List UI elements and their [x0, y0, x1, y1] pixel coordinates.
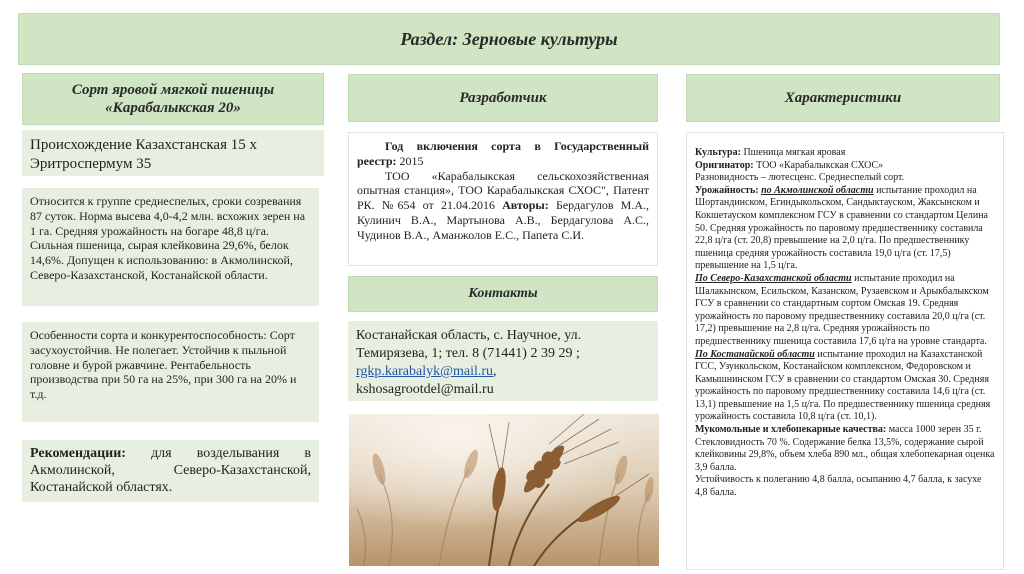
kostanay-label: По Костанайской области [695, 348, 815, 360]
kostanay-text: испытание проходил на Казахстанской ГСС, Узункольском, Костанайском комплексном, Федоровском и Камышнинском ГСУ в сравнении со стандартом Омская 30. Средняя урожайность по паровому предшественнику составила 14,6 ц/га (ст. 13,1) превышение на 1,5 ц/га. По предшественнику пшеница средняя урожайность составила 10,8 ц/га (ст. 10,1). [695, 348, 991, 423]
developer-panel [348, 132, 658, 266]
developer-org-text: ТОО «Карабалыкская сельскохозяйственная опытная станция», ТОО Карабалыкская СХОС", Патент РК. №654 от 21.04.2016 [357, 168, 649, 213]
section-title: Раздел: Зерновые культуры [400, 28, 618, 49]
milling-text: масса 1000 зерен 35 г. Стекловидность 70 %. Содержание белка 13,5%, содержание сырой клейковины 29,8%, объем хлеба 890 мл., общая хлебопекарная оценка 3,9 балла. [695, 424, 995, 473]
variety-title-line2: «Карабалыкская 20» [105, 100, 241, 116]
akmola-label: по Акмолинской области [761, 184, 874, 196]
variety-title-line1: Сорт яровой мягкой пшеницы [71, 82, 275, 98]
characteristics-header [686, 74, 1000, 122]
registry-year-label: Год включения сорта в Государственный реестр: [357, 139, 649, 168]
email-separator: , [493, 364, 497, 379]
origin-text: Происхождение Казахстанская 15 х Эритроспермум 35 [30, 137, 257, 172]
resistance-text: Устойчивость к полеганию 4,8 балла, осыпанию 4,7 балла, к засухе 4,8 балла. [695, 474, 982, 499]
characteristics-title: Характеристики [784, 90, 902, 106]
characteristics-panel [686, 132, 1004, 570]
originator-label: Оригинатор: [695, 159, 754, 171]
variety-header [22, 73, 324, 125]
recommendations-panel [22, 440, 319, 502]
developer-header [348, 74, 658, 122]
contacts-header [348, 276, 658, 312]
registry-year-value: 2015 [396, 153, 424, 168]
email-link-1[interactable]: rgkp.karabalyk@mail.ru [356, 364, 494, 379]
description-text: Относится к группе среднеспелых, сроки созревания 87 суток. Норма высева 4,0-4,2 млн. всхожих зерен на 1 га. Средняя урожайность на богаре 48,8 ц/га. Сильная пшеница, сырая клейковина 29,6%, белок 14,6%. Допущен к использованию: в Акмолинской, Северо-Казахстанской, Костанайской области. [30, 194, 306, 282]
email-2: kshosagrootdel@mail.ru [356, 382, 494, 397]
originator-value: ТОО «Карабалыкская СХОС» [753, 159, 884, 171]
subspecies-text: Разновидность – лютесценс. Среднеспелый сорт. [695, 172, 905, 184]
akmola-text: испытание проходил на Шортандинском, Егиндыкольском, Сандыктауском, Жаксынском и Кокшетауском комплексном ГСУ в сравнении со стандартом Целина 50. Средняя урожайность по паровому предшественнику составила 22,8 ц/га (ст. 20,8) превышение на 2,0 ц/га. По предшественнику пшеница средняя урожайность составила 19,0 ц/га (ст. 17,5) превышение на 1,5 ц/га. [695, 184, 988, 272]
yield-label: Урожайность: [695, 184, 759, 196]
features-panel [22, 322, 319, 422]
wheat-photo [349, 414, 659, 566]
developer-title: Разработчик [459, 90, 547, 106]
culture-value: Пшеница мягкая яровая [740, 147, 846, 158]
contacts-panel [348, 321, 658, 401]
milling-label: Мукомольные и хлебопекарные качества: [695, 424, 887, 436]
features-text: Особенности сорта и конкурентоспособность: Сорт засухоустойчив. Не полегает. Устойчив к пыльной головне и бурой ржавчине. Рентабельность производства при 50 га на 25%, при 300 га на 20% и т.д. [30, 328, 297, 402]
section-header [18, 13, 1000, 65]
authors-label: Авторы: [502, 198, 549, 213]
recommendations-label: Рекомендации: [30, 446, 126, 461]
contacts-title: Контакты [468, 286, 538, 301]
culture-label: Культура: [695, 147, 741, 158]
authors-text: Бердагулов М.А., Кулинич В.А., Мартынова А.В., Бердагулова А.С., Чудинов В.А., Аманжолов Е.С., Папета С.И. [357, 198, 650, 242]
nko-label: По Северо-Казахстанской области [695, 272, 852, 284]
origin-panel [22, 130, 324, 176]
nko-text: испытание проходил на Шалакынском, Есильском, Казанском, Рузаевском и Арыкбалыкском ГСУ в сравнении со стандартным сортом Омская 19. Средняя урожайность по паровому предшественнику составила 20,0 ц/га (ст. 17,2) превышение на 2,8 ц/га. Средняя урожайность по предшественнику пшеница составила 17,6 ц/га на уровне стандарта. [695, 272, 989, 347]
description-panel [22, 188, 319, 306]
recommendations-text: для возделывания в Акмолинской, Северо-Казахстанской, Костанайской областях. [30, 446, 311, 495]
contacts-address: Костанайская область, с. Научное, ул. Темирязева, 1; тел. 8 (71441) 2 39 29 ; [356, 328, 582, 361]
